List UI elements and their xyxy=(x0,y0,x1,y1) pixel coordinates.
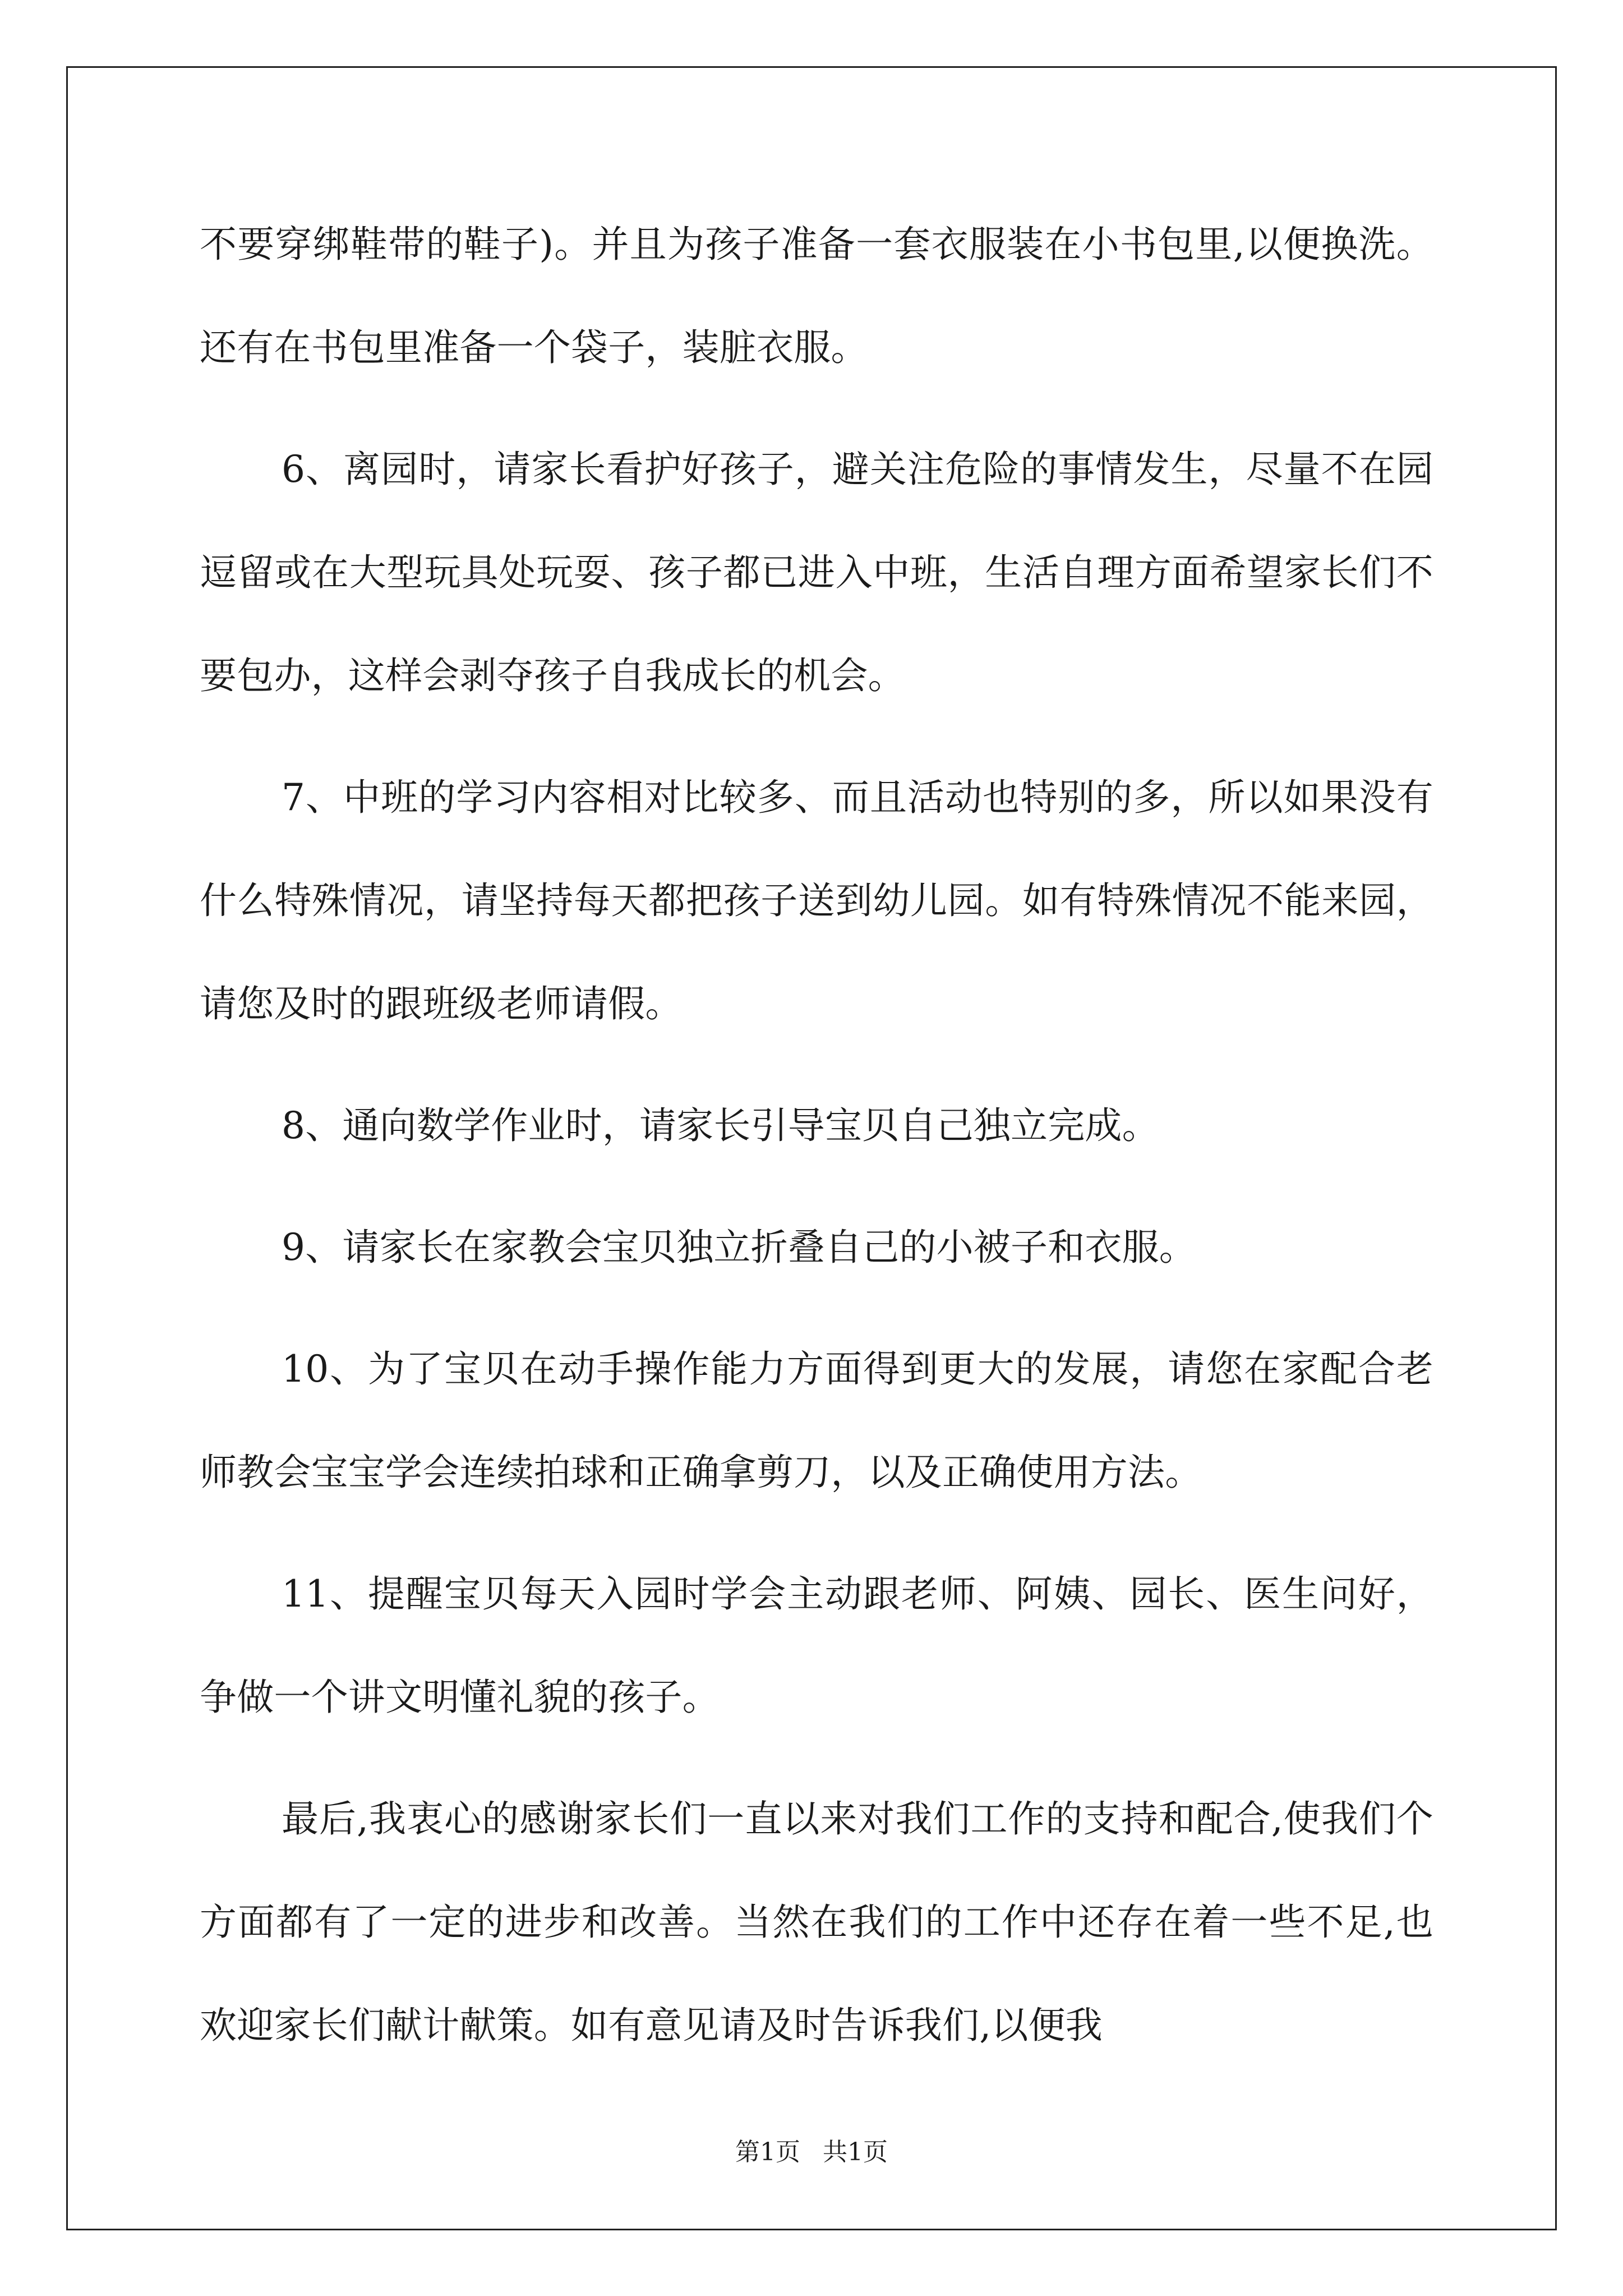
paragraph: 不要穿绑鞋带的鞋子)。并且为孩子准备一套衣服装在小书包里,以便换洗。还有在书包里准备一个袋子，装脏衣服。 xyxy=(200,223,1433,369)
page-total: 共1页 xyxy=(823,2138,888,2166)
paragraph: 11、提醒宝贝每天入园时学会主动跟老师、阿姨、园长、医生问好，争做一个讲文明懂礼貌的孩子。 xyxy=(200,1572,1433,1719)
paragraph: 7、中班的学习内容相对比较多、而且活动也特别的多，所以如果没有什么特殊情况，请坚持每天都把孩子送到幼儿园。如有特殊情况不能来园，请您及时的跟班级老师请假。 xyxy=(200,776,1433,1025)
paragraph: 9、请家长在家教会宝贝独立折叠自己的小被子和衣服。 xyxy=(282,1226,1196,1269)
page-number: 第1页 xyxy=(735,2138,800,2166)
paragraph: 8、通向数学作业时，请家长引导宝贝自己独立完成。 xyxy=(282,1104,1159,1147)
paragraph: 最后,我衷心的感谢家长们一直以来对我们工作的支持和配合,使我们个方面都有了一定的进步和改善。当然在我们的工作中还存在着一些不足,也欢迎家长们献计献策。如有意见请及时告诉我们,以便我 xyxy=(200,1797,1433,2047)
page-footer xyxy=(0,2132,1623,2168)
document-body xyxy=(200,211,1433,2096)
paragraph: 10、为了宝贝在动手操作能力方面得到更大的发展，请您在家配合老师教会宝宝学会连续拍球和正确拿剪刀，以及正确使用方法。 xyxy=(200,1347,1433,1494)
paragraph: 6、离园时，请家长看护好孩子，避关注危险的事情发生，尽量不在园逗留或在大型玩具处玩耍、孩子都已进入中班，生活自理方面希望家长们不要包办，这样会剥夺孩子自我成长的机会。 xyxy=(200,448,1433,697)
